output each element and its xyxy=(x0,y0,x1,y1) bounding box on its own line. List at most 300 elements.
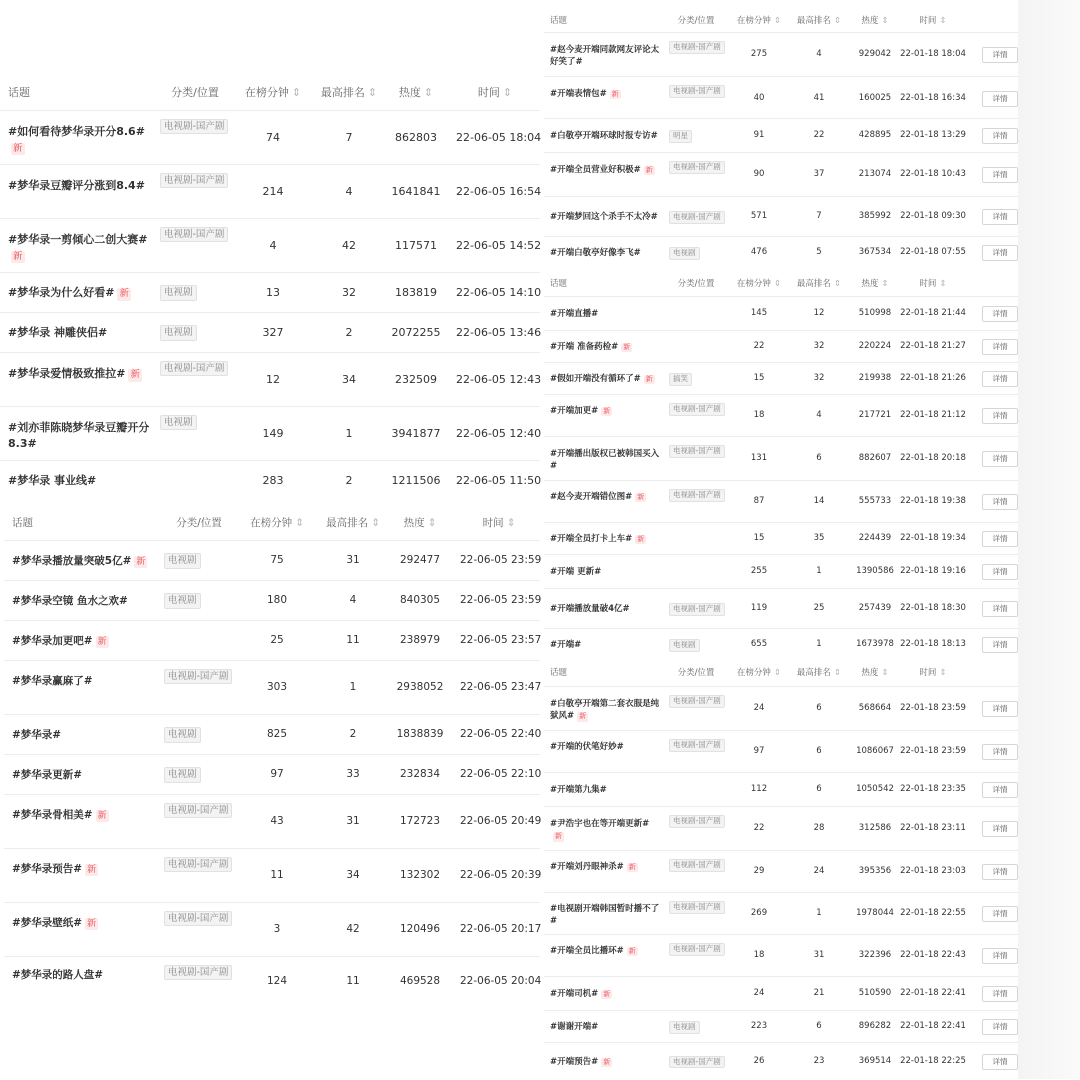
category-tag: 电视剧-国产剧 xyxy=(669,41,725,54)
heat-cell: 213074 xyxy=(858,169,892,180)
category-tag: 电视剧-国产剧 xyxy=(160,119,228,134)
topic-label[interactable]: #开端的伏笔好妙# xyxy=(550,741,624,752)
table-row xyxy=(544,296,1018,331)
topic-label[interactable]: #梦华录赢麻了# xyxy=(12,675,93,688)
topic-text[interactable] xyxy=(550,341,660,353)
minutes-cell: 74 xyxy=(266,130,280,144)
topic-text[interactable] xyxy=(550,988,660,1000)
time-cell: 22-06-05 12:43 xyxy=(456,372,542,386)
heat-cell: 1838839 xyxy=(396,728,444,741)
topic-label[interactable]: #开端司机# xyxy=(550,989,599,1000)
new-badge: 新 xyxy=(119,288,129,300)
detail-button[interactable]: 详情 xyxy=(982,451,1018,467)
topic-label[interactable]: #梦华录 神雕侠侣# xyxy=(8,326,108,340)
rank-cell: 41 xyxy=(813,93,825,104)
time-cell: 22-06-05 13:46 xyxy=(456,325,542,339)
topic-label[interactable]: #尹浩宇也在等开端更新# xyxy=(550,818,650,829)
detail-button[interactable]: 详情 xyxy=(982,906,1018,922)
sort-icon[interactable]: ⇕ xyxy=(833,278,842,289)
topic-label[interactable]: #开端# xyxy=(550,640,582,651)
header-minutes[interactable] xyxy=(238,84,308,100)
rank-cell: 33 xyxy=(346,768,360,781)
sort-icon[interactable]: ⇕ xyxy=(423,85,434,99)
topic-text[interactable] xyxy=(550,741,660,753)
table-row xyxy=(544,976,1018,1011)
table-row xyxy=(544,480,1018,523)
header-rank[interactable] xyxy=(314,84,384,100)
time-cell: 22-01-18 23:59 xyxy=(900,703,966,714)
table-row xyxy=(544,362,1018,395)
topic-text[interactable] xyxy=(12,674,157,689)
rank-cell: 1 xyxy=(816,566,822,577)
category-tag: 电视剧 xyxy=(164,593,201,608)
topic-label[interactable]: #梦华录为什么好看# xyxy=(8,286,115,300)
minutes-cell: 4 xyxy=(269,238,277,252)
topic-text[interactable] xyxy=(8,178,153,194)
category-tag: 电视剧-国产剧 xyxy=(669,739,725,752)
header-minutes[interactable] xyxy=(734,277,784,289)
new-badge: 新 xyxy=(611,89,619,98)
category-tag: 电视剧-国产剧 xyxy=(669,603,725,616)
minutes-cell: 91 xyxy=(753,130,765,141)
table-row xyxy=(544,686,1018,731)
topic-text[interactable] xyxy=(8,124,153,156)
table-header xyxy=(0,78,540,102)
heat-cell: 395356 xyxy=(858,866,892,877)
time-cell: 22-01-18 19:16 xyxy=(900,566,966,577)
sort-icon[interactable]: ⇕ xyxy=(939,278,947,289)
minutes-cell: 149 xyxy=(262,426,284,440)
topic-text[interactable] xyxy=(12,862,157,877)
table-row xyxy=(544,32,1018,77)
table-row xyxy=(0,352,540,407)
topic-text[interactable] xyxy=(550,698,660,723)
minutes-cell: 26 xyxy=(753,1055,765,1066)
time-cell: 22-01-18 21:12 xyxy=(900,410,966,421)
category-tag: 电视剧-国产剧 xyxy=(669,211,725,224)
detail-button[interactable]: 详情 xyxy=(982,371,1018,387)
topic-label[interactable]: #梦华录# xyxy=(12,728,62,741)
new-badge: 新 xyxy=(130,368,140,380)
time-cell: 22-01-18 19:34 xyxy=(900,533,966,544)
detail-button[interactable]: 详情 xyxy=(982,47,1018,63)
topic-label[interactable]: #开端预告# xyxy=(550,1056,599,1067)
detail-button[interactable]: 详情 xyxy=(982,1054,1018,1070)
topic-label[interactable]: #开端加更# xyxy=(550,405,599,416)
minutes-cell: 255 xyxy=(750,566,768,577)
header-rank-label: 最高排名 xyxy=(326,516,369,529)
new-badge: 新 xyxy=(97,811,107,822)
topic-text[interactable] xyxy=(550,1021,660,1033)
category-tag: 电视剧 xyxy=(164,767,201,782)
topic-text[interactable] xyxy=(12,768,157,783)
new-badge: 新 xyxy=(136,556,146,567)
time-cell: 22-01-18 18:13 xyxy=(900,639,966,650)
sort-icon[interactable]: ⇕ xyxy=(773,667,782,678)
topic-text[interactable] xyxy=(12,808,157,823)
topic-text[interactable] xyxy=(8,366,153,382)
topic-label[interactable]: #假如开端没有循环了# xyxy=(550,374,641,385)
topic-text[interactable] xyxy=(550,308,660,320)
new-badge: 新 xyxy=(603,990,611,999)
header-minutes[interactable] xyxy=(242,515,312,530)
heat-cell: 555733 xyxy=(858,496,892,507)
topic-label[interactable]: #谢谢开端# xyxy=(550,1022,599,1033)
header-time-label: 时间 xyxy=(919,278,937,289)
topic-label[interactable]: #赵今麦开端错位图# xyxy=(550,491,633,502)
rank-cell: 34 xyxy=(342,372,356,386)
topic-text[interactable] xyxy=(550,448,660,473)
rank-cell: 32 xyxy=(813,341,825,352)
minutes-cell: 87 xyxy=(753,496,765,507)
topic-text[interactable] xyxy=(12,968,157,983)
topic-label[interactable]: #开端全员打卡上车# xyxy=(550,534,633,545)
sort-icon[interactable]: ⇕ xyxy=(291,85,302,99)
time-cell: 22-06-05 23:59 xyxy=(460,554,542,567)
heat-cell: 132302 xyxy=(399,869,441,882)
topic-text[interactable] xyxy=(8,285,153,301)
detail-button[interactable]: 详情 xyxy=(982,1019,1018,1035)
category-tag: 电视剧-国产剧 xyxy=(164,857,232,872)
topic-text[interactable] xyxy=(550,903,660,928)
category-tag: 电视剧 xyxy=(160,415,197,430)
rank-cell: 11 xyxy=(346,975,360,988)
header-heat[interactable] xyxy=(852,666,898,678)
detail-button[interactable]: 详情 xyxy=(982,339,1018,355)
new-badge: 新 xyxy=(13,250,23,262)
category-tag: 电视剧-国产剧 xyxy=(669,489,725,502)
topic-label[interactable]: #开端第九集# xyxy=(550,785,607,796)
minutes-cell: 18 xyxy=(753,410,765,421)
detail-button[interactable]: 详情 xyxy=(982,821,1018,837)
header-heat[interactable] xyxy=(852,277,898,289)
minutes-cell: 22 xyxy=(753,341,765,352)
header-time[interactable] xyxy=(456,84,534,100)
category-tag: 电视剧-国产剧 xyxy=(669,403,725,416)
table-row xyxy=(4,660,540,715)
sort-icon[interactable]: ⇕ xyxy=(773,15,782,26)
topic-label[interactable]: #开端表情包# xyxy=(550,88,607,99)
time-cell: 22-01-18 23:59 xyxy=(900,746,966,757)
time-cell: 22-06-05 23:47 xyxy=(460,681,542,694)
header-category-label: 分类/位置 xyxy=(677,278,715,289)
topic-text[interactable] xyxy=(8,325,153,341)
time-cell: 22-01-18 09:30 xyxy=(900,211,966,222)
topic-label[interactable]: #梦华录预告# xyxy=(12,863,83,876)
minutes-cell: 119 xyxy=(750,603,768,614)
rank-cell: 31 xyxy=(346,815,360,828)
table-row xyxy=(4,540,540,581)
topic-text[interactable] xyxy=(550,44,660,69)
rank-cell: 6 xyxy=(816,746,822,757)
header-rank[interactable] xyxy=(794,14,844,26)
table-row xyxy=(544,152,1018,197)
new-badge: 新 xyxy=(628,946,636,955)
header-time-label: 时间 xyxy=(919,667,937,678)
topic-label[interactable]: #白敬亭开端环球时报专访# xyxy=(550,131,658,142)
heat-cell: 2938052 xyxy=(396,681,444,694)
topic-label[interactable]: #赵今麦开端同款网友评论太好笑了# xyxy=(550,44,660,68)
detail-button[interactable]: 详情 xyxy=(982,948,1018,964)
table-row xyxy=(544,588,1018,629)
heat-cell: 1390586 xyxy=(856,566,894,577)
topic-text[interactable] xyxy=(550,1056,660,1068)
minutes-cell: 13 xyxy=(266,285,280,299)
time-cell: 22-01-18 13:29 xyxy=(900,130,966,141)
detail-button[interactable]: 详情 xyxy=(982,564,1018,580)
rank-cell: 1 xyxy=(345,426,353,440)
sort-icon[interactable]: ⇕ xyxy=(833,15,842,26)
topic-label[interactable]: #开端刘丹眼神杀# xyxy=(550,861,624,872)
category-tag: 电视剧-国产剧 xyxy=(164,965,232,980)
sort-icon[interactable]: ⇕ xyxy=(939,667,947,678)
topic-text[interactable] xyxy=(550,533,660,545)
detail-button[interactable]: 详情 xyxy=(982,864,1018,880)
topic-text[interactable] xyxy=(550,639,660,651)
topic-label[interactable]: #开端全员营业好积极# xyxy=(550,164,641,175)
new-badge: 新 xyxy=(579,712,587,721)
heat-cell: 896282 xyxy=(858,1021,892,1032)
rank-cell: 6 xyxy=(816,703,822,714)
header-minutes[interactable] xyxy=(734,666,784,678)
table-header xyxy=(4,508,540,534)
topic-label[interactable]: #开端白敬亭好像李飞# xyxy=(550,248,641,259)
heat-cell: 882607 xyxy=(858,453,892,464)
sort-icon[interactable]: ⇕ xyxy=(506,516,516,529)
topic-label[interactable]: #梦华录壁纸# xyxy=(12,917,83,930)
sort-icon[interactable]: ⇕ xyxy=(881,15,889,26)
category-tag: 搞笑 xyxy=(669,373,692,386)
topic-text[interactable] xyxy=(8,473,153,489)
topic-text[interactable] xyxy=(550,603,660,615)
topic-text[interactable] xyxy=(8,420,153,452)
category-tag: 电视剧-国产剧 xyxy=(669,161,725,174)
minutes-cell: 24 xyxy=(753,988,765,999)
topic-text[interactable] xyxy=(550,784,660,796)
header-category-label: 分类/位置 xyxy=(677,15,715,26)
topic-label[interactable]: #开端播出版权已被韩国买入# xyxy=(550,448,660,472)
sort-icon[interactable]: ⇕ xyxy=(371,516,380,529)
category-tag: 电视剧-国产剧 xyxy=(669,815,725,828)
new-badge: 新 xyxy=(603,406,611,415)
topic-text[interactable] xyxy=(550,247,660,259)
sort-icon[interactable]: ⇕ xyxy=(881,667,889,678)
detail-button[interactable]: 详情 xyxy=(982,408,1018,424)
header-minutes[interactable] xyxy=(734,14,784,26)
sort-icon[interactable]: ⇕ xyxy=(367,85,378,99)
detail-button[interactable]: 详情 xyxy=(982,601,1018,617)
topic-label[interactable]: #如何看待梦华录开分8.6# xyxy=(8,124,145,138)
rank-cell: 7 xyxy=(816,211,822,222)
heat-cell: 469528 xyxy=(399,975,441,988)
table-row xyxy=(544,394,1018,437)
topic-text[interactable] xyxy=(550,405,660,417)
topic-text[interactable] xyxy=(550,211,660,223)
topic-label[interactable]: #开端播放量破4亿# xyxy=(550,604,630,615)
topic-label[interactable]: #白敬亭开端第二套衣服是纯狱风# xyxy=(550,698,660,722)
topic-label[interactable]: #梦华录骨相美# xyxy=(12,809,93,822)
table-row xyxy=(4,794,540,849)
header-heat-label: 热度 xyxy=(403,516,425,529)
panel-c xyxy=(544,6,1018,268)
table-header xyxy=(544,270,1018,294)
category-tag: 电视剧 xyxy=(669,247,700,260)
header-time[interactable] xyxy=(460,515,538,530)
minutes-cell: 180 xyxy=(266,594,288,607)
new-badge: 新 xyxy=(628,862,636,871)
detail-button[interactable]: 详情 xyxy=(982,637,1018,653)
topic-label[interactable]: #梦华录播放量突破5亿# xyxy=(12,554,132,567)
topic-label[interactable]: #梦华录爱情极致推拉# xyxy=(8,366,126,380)
heat-cell: 220224 xyxy=(858,341,892,352)
time-cell: 22-06-05 22:10 xyxy=(460,768,542,781)
table-row xyxy=(544,628,1018,661)
category-tag: 电视剧 xyxy=(669,1021,700,1034)
heat-cell: 120496 xyxy=(399,923,441,936)
header-category xyxy=(160,84,230,100)
topic-label[interactable]: #开端梦回这个杀手不太冷# xyxy=(550,212,658,223)
minutes-cell: 571 xyxy=(750,211,768,222)
rank-cell: 35 xyxy=(813,533,825,544)
minutes-cell: 90 xyxy=(753,169,765,180)
topic-text[interactable] xyxy=(12,554,157,569)
minutes-cell: 112 xyxy=(750,784,768,795)
heat-cell: 172723 xyxy=(399,815,441,828)
minutes-cell: 269 xyxy=(750,908,768,919)
time-cell: 22-01-18 18:04 xyxy=(900,49,966,60)
topic-label[interactable]: #梦华录的路人盘# xyxy=(12,969,104,982)
topic-text[interactable] xyxy=(12,916,157,931)
rank-cell: 6 xyxy=(816,453,822,464)
panel-b xyxy=(4,508,540,1006)
rank-cell: 6 xyxy=(816,784,822,795)
time-cell: 22-06-05 11:50 xyxy=(456,473,542,487)
topic-label[interactable]: #电视剧开端韩国暂时播不了# xyxy=(550,903,660,927)
topic-label[interactable]: #开端全员比播环# xyxy=(550,945,624,956)
heat-cell: 238979 xyxy=(399,634,441,647)
sort-icon[interactable]: ⇕ xyxy=(833,667,842,678)
topic-text[interactable] xyxy=(550,491,660,503)
time-cell: 22-01-18 07:55 xyxy=(900,247,966,258)
header-rank[interactable] xyxy=(794,666,844,678)
heat-cell: 232834 xyxy=(399,768,441,781)
topic-label[interactable]: #开端 准备药检# xyxy=(550,342,619,353)
time-cell: 22-06-05 16:54 xyxy=(456,184,542,198)
detail-button[interactable]: 详情 xyxy=(982,167,1018,183)
topic-label[interactable]: #梦华录一剪倾心二创大赛# xyxy=(8,232,148,246)
header-time-label: 时间 xyxy=(482,516,504,529)
topic-text[interactable] xyxy=(550,88,660,100)
new-badge: 新 xyxy=(87,919,97,930)
header-heat[interactable] xyxy=(384,515,456,530)
sort-icon[interactable]: ⇕ xyxy=(295,516,304,529)
category-tag: 明星 xyxy=(669,130,692,143)
detail-button[interactable]: 详情 xyxy=(982,531,1018,547)
sort-icon[interactable]: ⇕ xyxy=(773,278,782,289)
topic-label[interactable]: #梦华录更新# xyxy=(12,768,83,781)
heat-cell: 224439 xyxy=(858,533,892,544)
topic-text[interactable] xyxy=(550,861,660,873)
topic-label[interactable]: #梦华录空镜 鱼水之欢# xyxy=(12,594,128,607)
header-heat[interactable] xyxy=(380,84,452,100)
detail-button[interactable]: 详情 xyxy=(982,128,1018,144)
table-row xyxy=(544,850,1018,893)
header-heat[interactable] xyxy=(852,14,898,26)
topic-text[interactable] xyxy=(12,594,157,609)
new-badge: 新 xyxy=(645,375,653,384)
time-cell: 22-01-18 19:38 xyxy=(900,496,966,507)
topic-text[interactable] xyxy=(550,373,660,385)
header-minutes-label: 在榜分钟 xyxy=(250,516,293,529)
detail-button[interactable]: 详情 xyxy=(982,209,1018,225)
topic-text[interactable] xyxy=(550,945,660,957)
time-cell: 22-06-05 20:04 xyxy=(460,975,542,988)
header-heat-label: 热度 xyxy=(861,278,879,289)
detail-button[interactable]: 详情 xyxy=(982,494,1018,510)
minutes-cell: 3 xyxy=(273,923,281,936)
topic-text[interactable] xyxy=(550,566,660,578)
sort-icon[interactable]: ⇕ xyxy=(939,15,947,26)
topic-label[interactable]: #梦华录 事业线# xyxy=(8,474,97,488)
topic-label[interactable]: #梦华录加更吧# xyxy=(12,634,93,647)
minutes-cell: 97 xyxy=(753,746,765,757)
header-rank-label: 最高排名 xyxy=(796,667,831,678)
table-row xyxy=(4,902,540,957)
header-time[interactable] xyxy=(900,14,966,26)
table-row xyxy=(544,1042,1018,1080)
header-category-label: 分类/位置 xyxy=(176,516,222,529)
detail-button[interactable]: 详情 xyxy=(982,701,1018,717)
topic-text[interactable] xyxy=(12,634,157,649)
heat-cell: 183819 xyxy=(395,285,437,299)
detail-button[interactable]: 详情 xyxy=(982,986,1018,1002)
header-rank[interactable] xyxy=(794,277,844,289)
topic-text[interactable] xyxy=(550,818,660,843)
topic-label[interactable]: #梦华录豆瓣评分涨到8.4# xyxy=(8,178,145,192)
header-topic-label: 话题 xyxy=(550,15,568,26)
topic-text[interactable] xyxy=(550,130,660,142)
minutes-cell: 275 xyxy=(750,49,768,60)
minutes-cell: 22 xyxy=(753,823,765,834)
topic-label[interactable]: #开端 更新# xyxy=(550,567,602,578)
sort-icon[interactable]: ⇕ xyxy=(427,516,437,529)
topic-label[interactable]: #刘亦菲陈晓梦华录豆瓣开分8.3# xyxy=(8,420,150,450)
detail-button[interactable]: 详情 xyxy=(982,91,1018,107)
topic-label[interactable]: #开端直播# xyxy=(550,309,599,320)
rank-cell: 2 xyxy=(345,473,353,487)
detail-button[interactable]: 详情 xyxy=(982,744,1018,760)
header-topic-label: 话题 xyxy=(8,85,30,99)
sort-icon[interactable]: ⇕ xyxy=(881,278,889,289)
header-minutes-label: 在榜分钟 xyxy=(736,278,771,289)
topic-text[interactable] xyxy=(8,232,153,264)
detail-button[interactable]: 详情 xyxy=(982,782,1018,798)
rank-cell: 42 xyxy=(342,238,356,252)
detail-button[interactable]: 详情 xyxy=(982,306,1018,322)
category-tag: 电视剧 xyxy=(160,325,197,340)
category-tag: 电视剧-国产剧 xyxy=(669,695,725,708)
topic-text[interactable] xyxy=(12,728,157,743)
minutes-cell: 124 xyxy=(266,975,288,988)
sort-icon[interactable]: ⇕ xyxy=(502,85,513,99)
header-rank-label: 最高排名 xyxy=(796,278,831,289)
rank-cell: 4 xyxy=(349,594,357,607)
header-time[interactable] xyxy=(900,666,966,678)
topic-text[interactable] xyxy=(550,164,660,176)
header-rank[interactable] xyxy=(318,515,388,530)
detail-button[interactable]: 详情 xyxy=(982,245,1018,261)
header-time[interactable] xyxy=(900,277,966,289)
